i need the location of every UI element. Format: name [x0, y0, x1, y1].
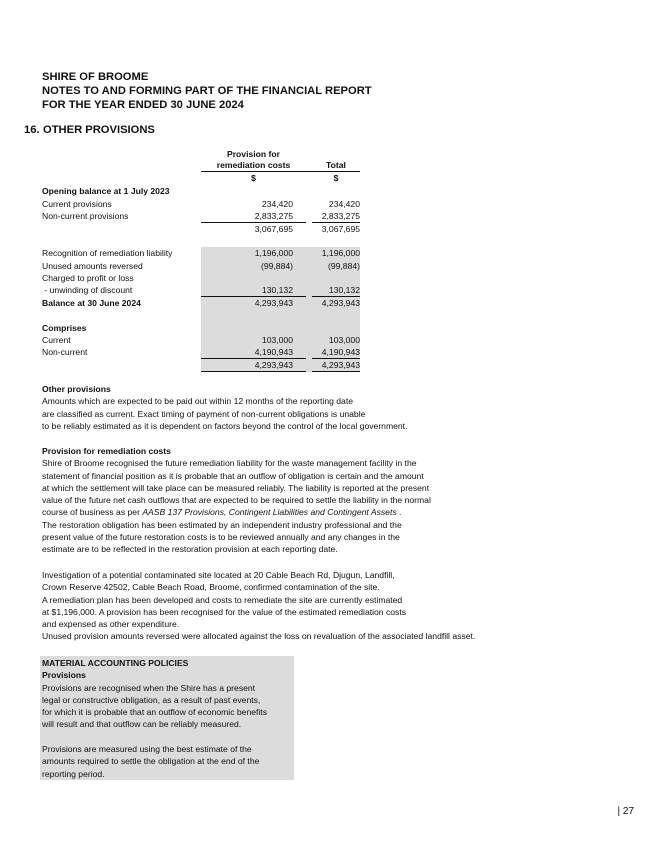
cell-value: 4,190,943: [254, 347, 293, 357]
row-label: Balance at 30 June 2024: [42, 298, 141, 308]
table-row: [42, 322, 360, 334]
table-row: [42, 210, 360, 222]
row-label: Non-current: [42, 347, 88, 357]
paragraph-line: are classified as current. Exact timing of payment of non-current obligations is unable: [42, 408, 366, 419]
paragraph-line: present value of the future restoration costs is to be reviewed annually and any changes in the: [42, 532, 400, 543]
header-rule: [201, 171, 360, 172]
cell-value: 2,833,275: [254, 211, 293, 221]
cell-value: 103,000: [261, 335, 293, 345]
col-head-total: Total: [326, 160, 346, 170]
paragraph-line: at $1,196,000. A provision has been recognised for the value of the estimated remediation costs: [42, 606, 407, 617]
cell-value: 4,293,943: [254, 298, 293, 308]
cell-value: 2,833,275: [321, 211, 360, 221]
paragraph-line: will result and that outflow can be reliably measured.: [42, 719, 242, 730]
header-period: FOR THE YEAR ENDED 30 JUNE 2024: [42, 99, 244, 111]
spacer: [42, 731, 267, 743]
table-row: [42, 272, 360, 284]
cell-value: 234,420: [261, 199, 293, 209]
table-row: [42, 185, 360, 197]
cell-value: (99,884): [260, 261, 293, 271]
paragraph-line: Amounts which are expected to be paid out within 12 months of the reporting date: [42, 396, 353, 407]
policies-subheading: Provisions: [42, 670, 86, 681]
section-heading: [24, 124, 155, 136]
row-label: Non-current provisions: [42, 211, 129, 221]
remediation-block: [42, 445, 431, 556]
col-head-remediation: [201, 149, 306, 171]
total-rule: [312, 371, 360, 372]
total-rule: [201, 371, 306, 372]
paragraph-line: reporting period.: [42, 768, 105, 779]
col-head-line1: Provision for: [226, 149, 280, 159]
comprises-heading: Comprises: [42, 323, 87, 333]
cell-value: (99,884): [327, 261, 360, 271]
paragraph-line: for which it is probable that an outflow of economic benefits: [42, 707, 267, 718]
paragraph-line: Crown Reserve 42502, Cable Beach Road, Broome, confirmed contamination of the site.: [42, 582, 380, 593]
row-label: Current provisions: [42, 199, 112, 209]
cell-value: 4,190,943: [321, 347, 360, 357]
paragraph-line: Provisions are recognised when the Shire has a present: [42, 682, 256, 693]
cell-value: 130,132: [261, 285, 293, 295]
table-row: [42, 247, 360, 259]
cell-value: 1,196,000: [321, 248, 360, 258]
other-provisions-block: [42, 383, 407, 432]
investigation-block: [42, 569, 475, 643]
table-row: [42, 198, 360, 210]
row-label: Charged to profit or loss: [42, 273, 134, 283]
table-row: [42, 334, 360, 346]
paragraph-line: estimate are to be reflected in the restoration provision at each reporting date.: [42, 544, 338, 555]
paragraph-line: to be reliably estimated as it is dependent on factors beyond the control of the local government.: [42, 420, 408, 431]
table-row: [42, 223, 360, 235]
standard-reference: AASB 137 Provisions, Contingent Liabilities and Contingent Assets: [142, 507, 397, 518]
row-label: Recognition of remediation liability: [42, 248, 173, 258]
cell-value: 3,067,695: [254, 224, 293, 234]
text-run: course of business as per: [42, 507, 143, 518]
paragraph-line: Investigation of a potential contaminated site located at 20 Cable Beach Rd, Djugun, Landfill,: [42, 570, 395, 580]
table-row: [42, 359, 360, 371]
cell-value: 4,293,943: [321, 360, 360, 370]
paragraph-line: Unused provision amounts reversed were allocated against the loss on revaluation of the associated landfill asset.: [42, 631, 476, 642]
unit-col1: $: [251, 173, 256, 183]
cell-value: 103,000: [328, 335, 360, 345]
page-number: | 27: [617, 806, 634, 817]
remediation-heading: Provision for remediation costs: [42, 446, 171, 456]
paragraph-line: [42, 506, 431, 518]
cell-value: 1,196,000: [254, 248, 293, 258]
section-title: OTHER PROVISIONS: [43, 124, 155, 136]
other-provisions-heading: Other provisions: [42, 384, 111, 394]
table-row: [42, 346, 360, 358]
paragraph-line: amounts required to settle the obligation at the end of the: [42, 756, 260, 767]
unit-col2: $: [333, 173, 339, 183]
cell-value: 3,067,695: [321, 224, 360, 234]
section-number: 16.: [24, 124, 40, 136]
paragraph-line: Shire of Broome recognised the future remediation liability for the waste management facility in the: [42, 458, 417, 469]
opening-heading: Opening balance at 1 July 2023: [42, 186, 170, 196]
cell-value: 4,293,943: [254, 360, 293, 370]
paragraph-line: and expensed as other expenditure.: [42, 619, 180, 630]
cell-value: 4,293,943: [321, 298, 360, 308]
paragraph-line: legal or constructive obligation, as a result of past events,: [42, 694, 261, 705]
table-row: [42, 284, 360, 296]
paragraph-line: statement of financial position as it is probable that an outflow of obligation is certain and the amount: [42, 470, 424, 481]
table-row: [42, 297, 360, 309]
paragraph-line: A remediation plan has been developed and costs to remediate the site are currently estimated: [42, 594, 403, 605]
cell-value: 234,420: [328, 199, 360, 209]
paragraph-line: Provisions are measured using the best estimate of the: [42, 744, 252, 755]
report-header: [42, 70, 372, 112]
col-head-line2: remediation costs: [216, 160, 291, 170]
row-label: Unused amounts reversed: [42, 261, 143, 271]
text-run: .: [396, 507, 402, 518]
paragraph-line: value of the future net cash outflows that are expected to be required to settle the liability in the normal: [42, 495, 431, 506]
table-row: [42, 260, 360, 272]
cell-value: 130,132: [328, 285, 360, 295]
row-label: - unwinding of discount: [42, 285, 133, 295]
row-label: Current: [42, 335, 71, 345]
header-title: NOTES TO AND FORMING PART OF THE FINANCIAL REPORT: [42, 85, 372, 97]
paragraph-line: at which the settlement will take place can be measured reliably. The liability is reported at the present: [42, 482, 430, 493]
policies-heading: MATERIAL ACCOUNTING POLICIES: [42, 658, 189, 668]
header-entity: SHIRE OF BROOME: [42, 71, 149, 83]
accounting-policies-box: [40, 656, 294, 780]
paragraph-line: The restoration obligation has been estimated by an independent industry professional and the: [42, 519, 402, 530]
